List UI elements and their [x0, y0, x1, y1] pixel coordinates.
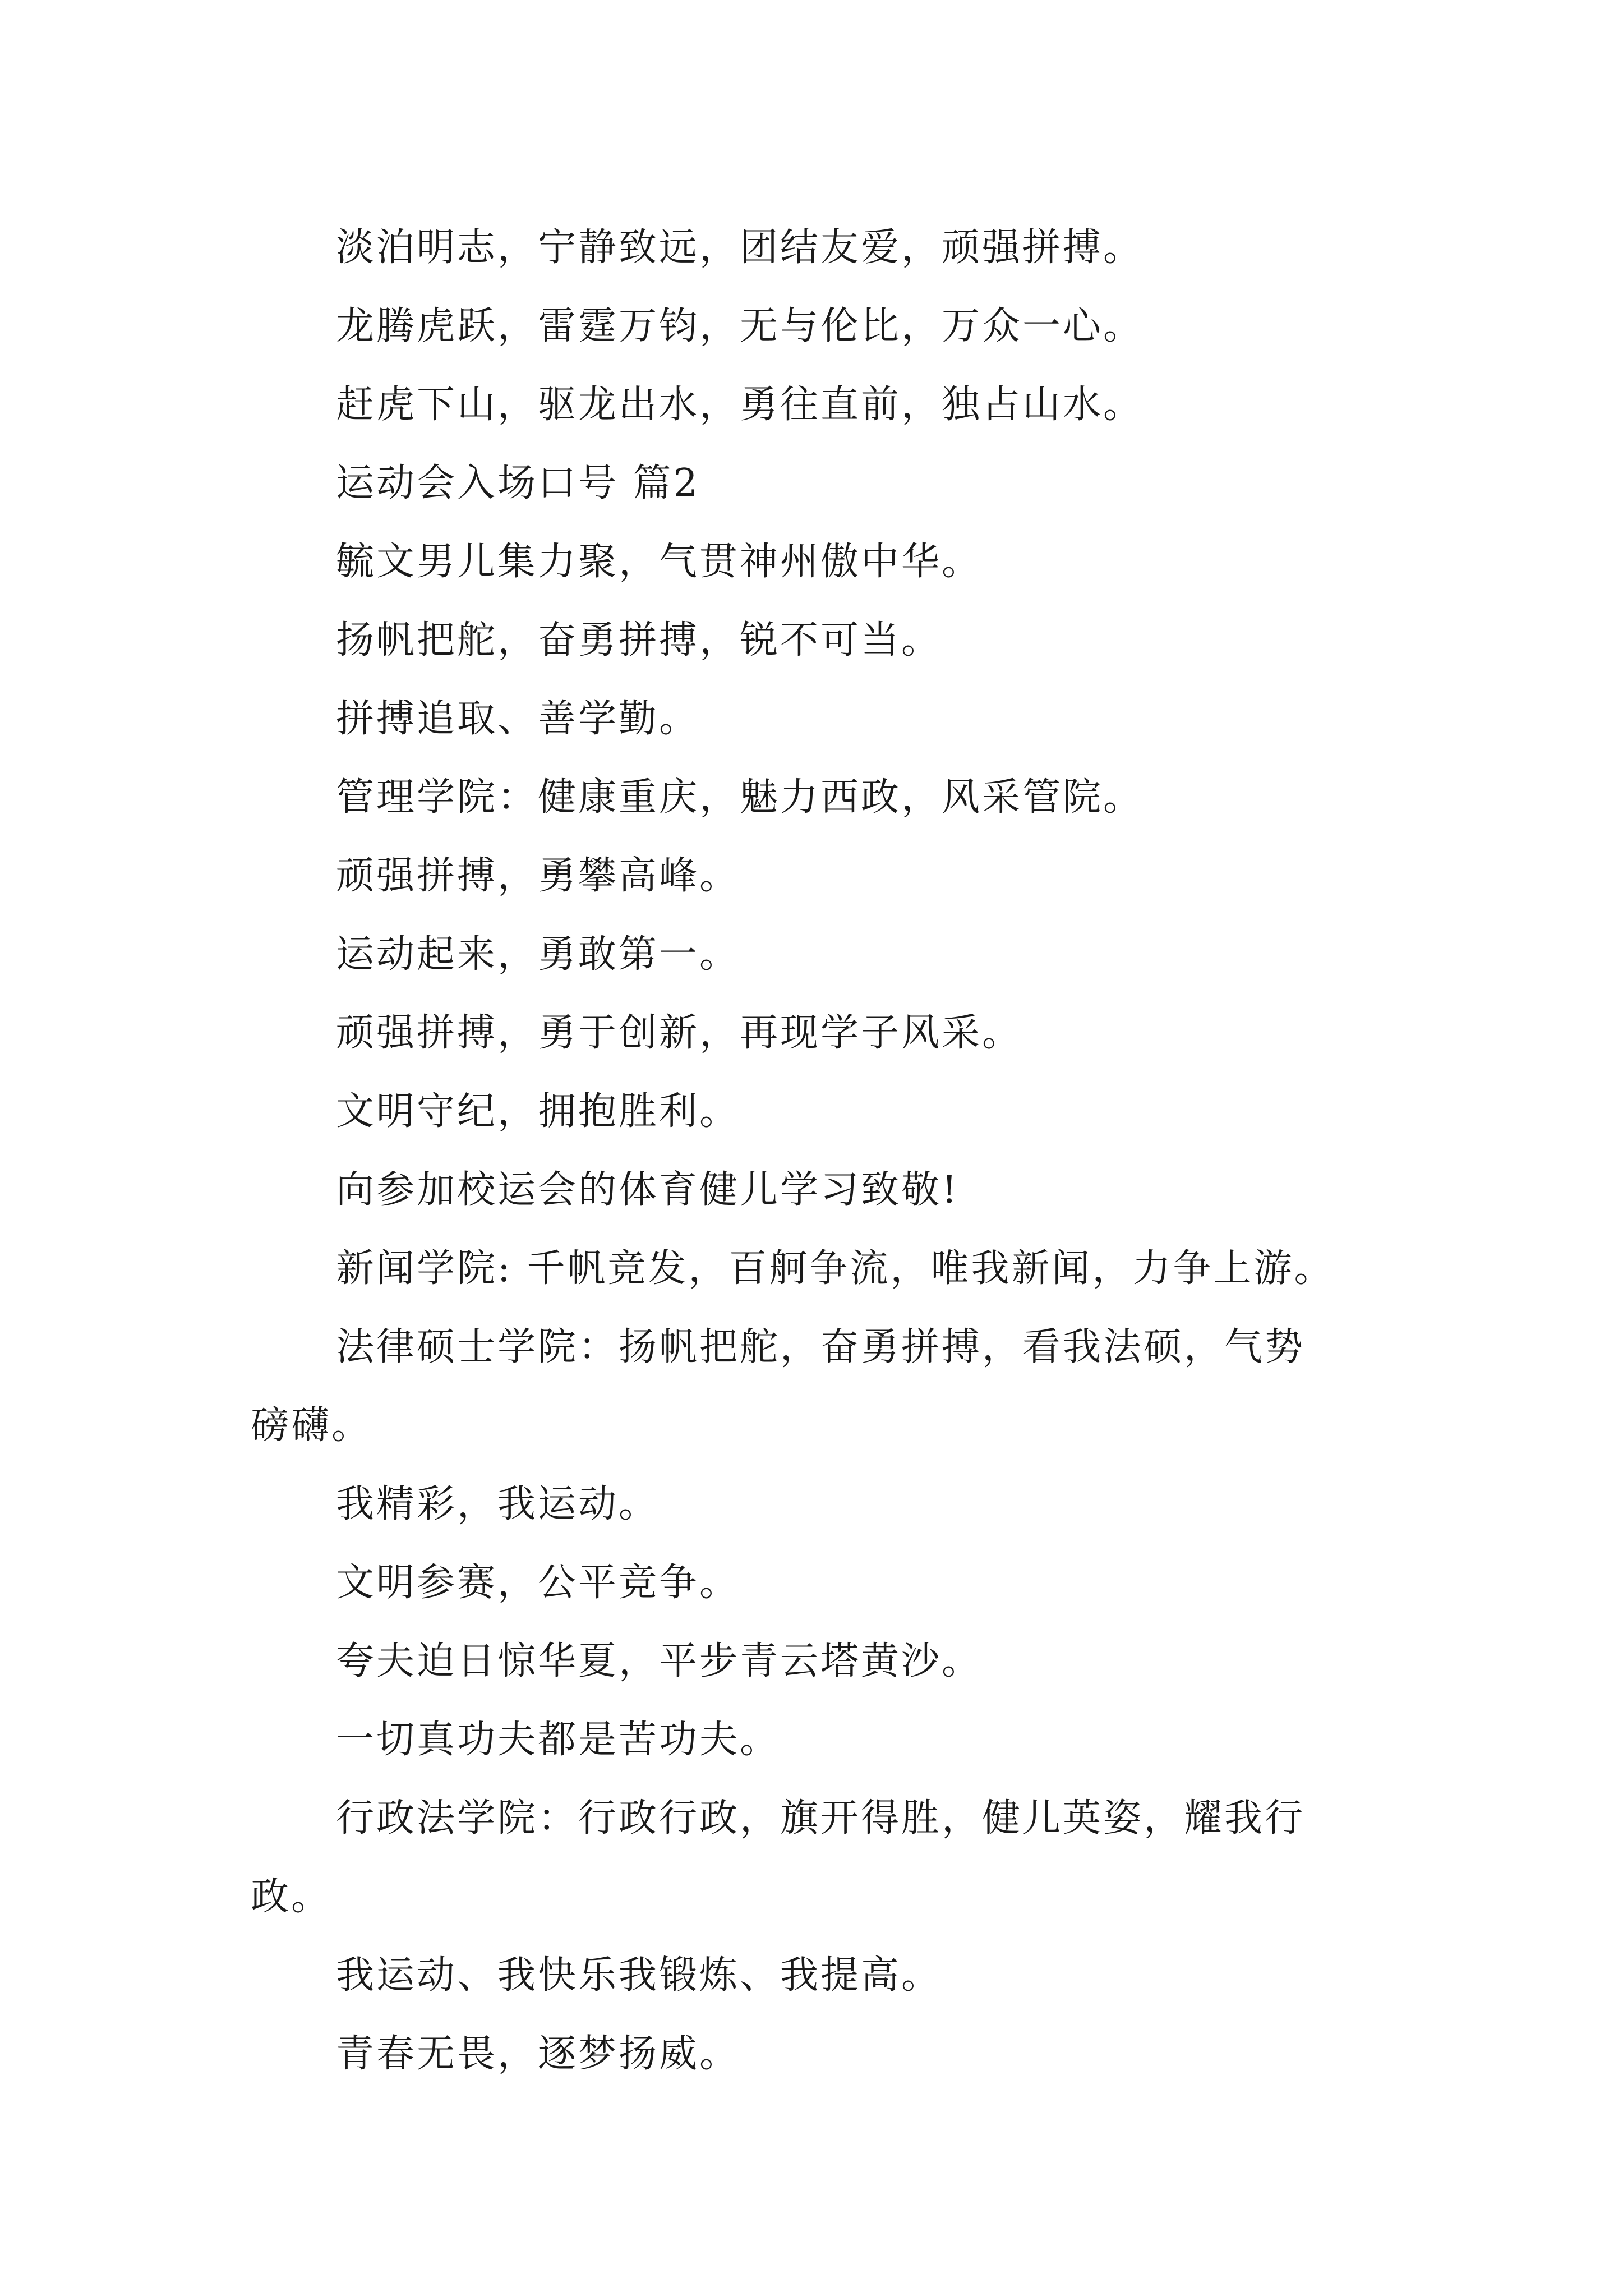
text-line: 夸夫迫日惊华夏，平步青云塔黄沙。 [336, 1639, 983, 1683]
text-line: 我运动、我快乐我锻炼、我提高。 [336, 1953, 942, 1998]
paragraph-line: 法律硕士学院：扬帆把舵，奋勇拼搏，看我法硕，气势 [336, 1325, 1306, 1369]
text-line: 管理学院：健康重庆，魅力西政，风采管院。 [336, 775, 1144, 820]
text-line: 青春无畏，逐梦扬威。 [336, 2032, 740, 2076]
text-line: 赶虎下山，驱龙出水，勇往直前，独占山水。 [336, 383, 1144, 427]
text-line: 文明参赛，公平竞争。 [336, 1561, 740, 1605]
text-line: 向参加校运会的体育健儿学习致敬! [336, 1168, 960, 1212]
text-paragraph [251, 1308, 1395, 1465]
text-line: 龙腾虎跃，雷霆万钧，无与伦比，万众一心。 [336, 304, 1144, 348]
section-heading: 运动会入场口号 篇2 [336, 461, 700, 505]
text-line: 淡泊明志，宁静致远，团结友爱，顽强拼搏。 [336, 226, 1144, 270]
paragraph-continuation: 政。 [251, 1875, 332, 1919]
text-line: 拼搏追取、善学勤。 [336, 697, 700, 741]
text-line: 运动起来，勇敢第一。 [336, 932, 740, 977]
document-body [251, 209, 1395, 2093]
paragraph-continuation: 磅礴。 [251, 1404, 372, 1448]
text-paragraph [251, 1779, 1395, 1936]
text-line: 新闻学院: 千帆竞发，百舸争流，唯我新闻，力争上游。 [336, 1246, 1335, 1291]
text-line: 一切真功夫都是苦功夫。 [336, 1718, 781, 1762]
text-line: 我精彩，我运动。 [336, 1482, 660, 1526]
text-line: 顽强拼搏，勇于创新，再现学子风采。 [336, 1011, 1023, 1055]
text-line: 扬帆把舵，奋勇拼搏，锐不可当。 [336, 618, 942, 662]
text-line: 顽强拼搏，勇攀高峰。 [336, 854, 740, 898]
text-line: 文明守纪，拥抱胜利。 [336, 1089, 740, 1134]
text-line: 毓文男儿集力聚，气贯神州傲中华。 [336, 540, 983, 584]
paragraph-line: 行政法学院：行政行政，旗开得胜，健儿英姿，耀我行 [336, 1796, 1306, 1841]
